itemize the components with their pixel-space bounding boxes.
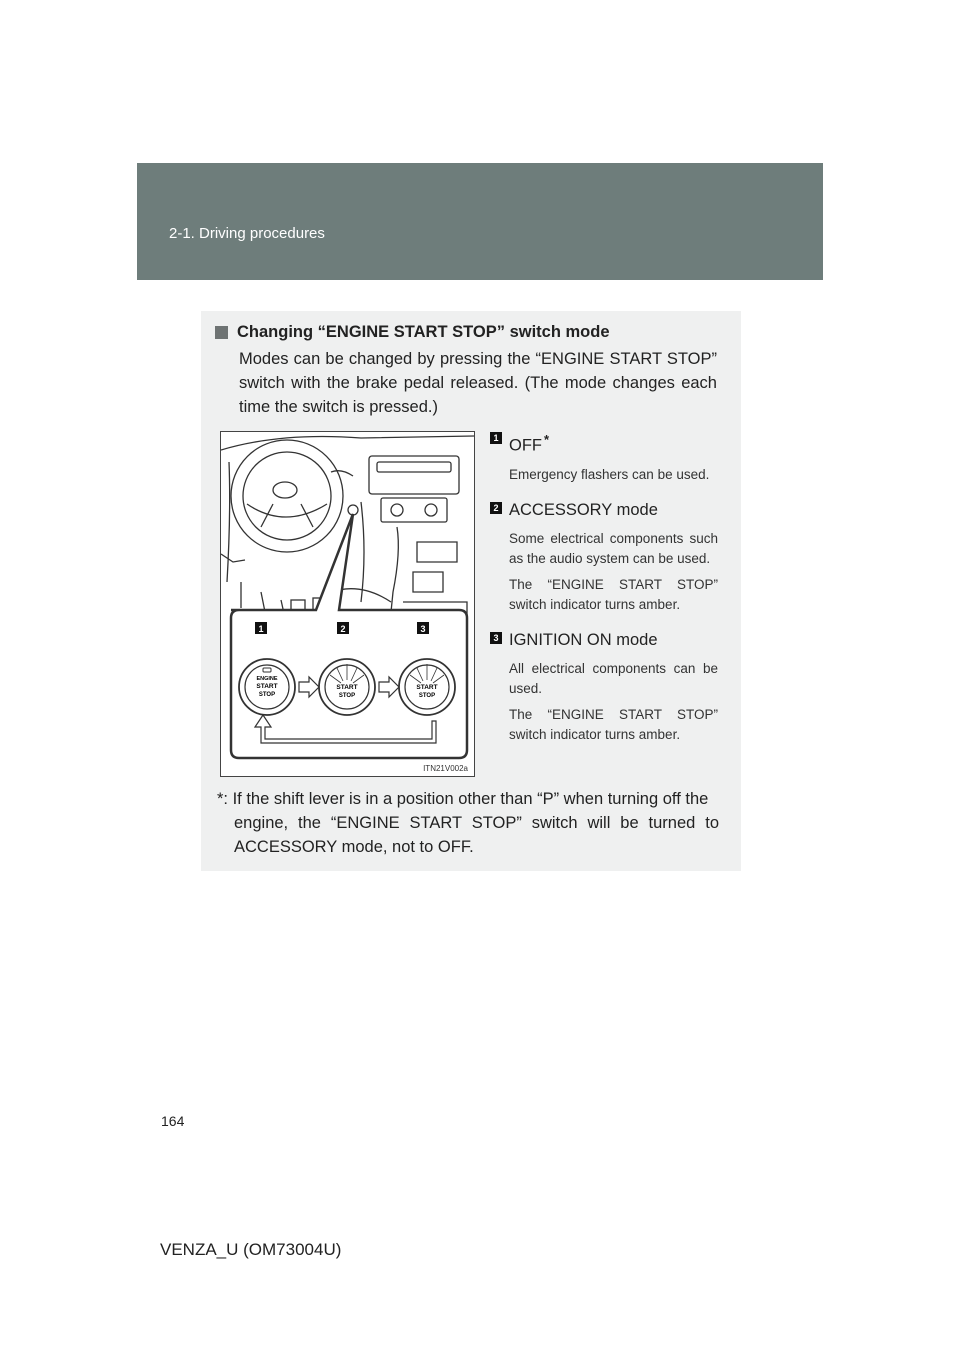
button-text-start: START [416, 684, 438, 691]
mode-list [490, 429, 718, 745]
mode-badge: 2 [490, 502, 502, 514]
mode-title: IGNITION ON mode [509, 630, 658, 649]
intro-paragraph: Modes can be changed by pressing the “ENGINE START STOP” switch with the brake pedal released. (The mode changes each time the switch is pressed.) [239, 350, 717, 416]
mode-title [509, 429, 718, 457]
figure-code: ITN21V002a [423, 764, 468, 773]
button-text-engine: ENGINE [256, 676, 278, 682]
footer-code: VENZA_U (OM73004U) [160, 1240, 342, 1259]
mode-badge: 3 [490, 632, 502, 644]
button-text-stop: STOP [258, 692, 276, 698]
mode-title-text: OFF [509, 436, 542, 455]
mode-ignition-on [490, 629, 718, 745]
figure-label-2-text: 2 [340, 624, 346, 634]
section-title: 2-1. Driving procedures [169, 225, 325, 242]
footnote-line-1: *: If the shift lever is in a position other than “P” when turning off the [217, 790, 709, 808]
footnote [217, 787, 719, 859]
button-text-stop: STOP [338, 693, 356, 699]
panel-heading [215, 323, 610, 342]
header-bar [137, 163, 823, 280]
page-number: 164 [161, 1113, 185, 1129]
panel-heading-text: Changing “ENGINE START STOP” switch mode [237, 323, 610, 341]
mode-accessory [490, 499, 718, 615]
mode-description: Some electrical components such as the audio system can be used. [509, 530, 718, 566]
info-panel [201, 311, 741, 871]
start-button-accessory [319, 659, 375, 715]
mode-description: All electrical components can be used. [509, 660, 718, 696]
asterisk-mark: * [544, 432, 550, 447]
button-text-stop: STOP [418, 693, 436, 699]
mode-description: The “ENGINE START STOP” switch indicator turns amber. [509, 576, 718, 612]
figure-label-3-text: 3 [420, 624, 426, 634]
mode-description: The “ENGINE START STOP” switch indicator turns amber. [509, 706, 718, 742]
mode-off [490, 429, 718, 485]
button-text-start: START [256, 683, 278, 690]
start-button-off [239, 659, 295, 715]
dashboard-illustration [220, 431, 475, 777]
figure-label-1-text: 1 [258, 624, 264, 634]
start-button-ignition-on [399, 659, 455, 715]
button-text-start: START [336, 684, 358, 691]
mode-title: ACCESSORY mode [509, 500, 658, 519]
footnote-continuation: engine, the “ENGINE START STOP” switch will be turned to ACCESSORY mode, not to OFF. [234, 814, 719, 856]
square-bullet-icon [215, 326, 228, 339]
mode-description: Emergency flashers can be used. [509, 466, 710, 482]
dashboard-drawing [221, 432, 474, 776]
mode-badge: 1 [490, 432, 502, 444]
